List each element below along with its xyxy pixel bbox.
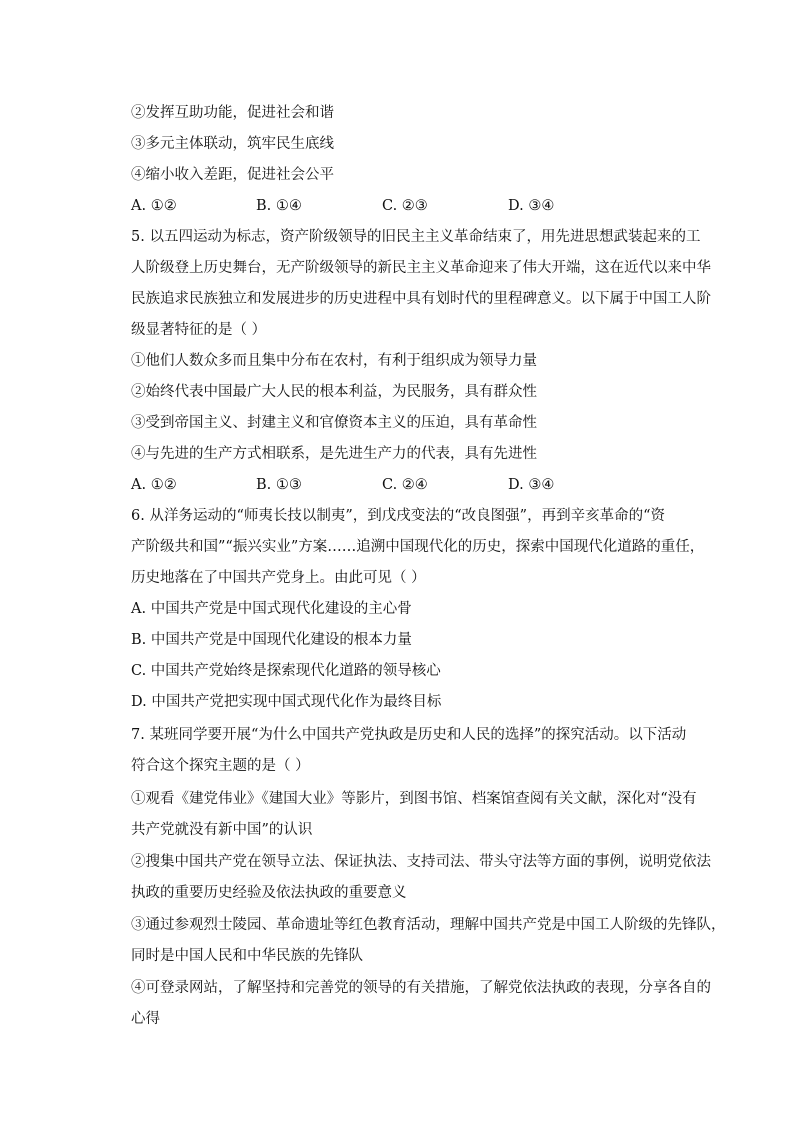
q5-stem-line-4: 级显著特征的是（ ） xyxy=(131,322,267,338)
q6-stem-line-3: 历史地落在了中国共产党身上。由此可见（ ） xyxy=(131,570,426,586)
q6-option-a: A. 中国共产党是中国式现代化建设的主心骨 xyxy=(131,601,412,617)
q5-option-a: A. ①② xyxy=(131,477,177,493)
q5-item-1: ①他们人数众多而且集中分布在农村，有利于组织成为领导力量 xyxy=(131,353,537,369)
q7-item-4-line-1: ④可登录网站，了解坚持和完善党的领导的有关措施，了解党依法执政的表现，分享各自的 xyxy=(131,980,711,996)
q7-item-1-line-2: 共产党就没有新中国”的认识 xyxy=(131,822,313,838)
q6-stem-line-1: 6. 从洋务运动的“师夷长技以制夷”，到戊戌变法的“改良图强”，再到辛亥革命的“资 xyxy=(131,508,666,524)
q7-stem-line-2: 符合这个探究主题的是（ ） xyxy=(131,758,310,774)
q7-item-1-line-1: ①观看《建党伟业》《建国大业》等影片，到图书馆、档案馆查阅有关文献，深化对“没有 xyxy=(131,791,697,807)
q5-item-3: ③受到帝国主义、封建主义和官僚资本主义的压迫，具有革命性 xyxy=(131,415,537,431)
q5-item-2: ②始终代表中国最广大人民的根本利益，为民服务，具有群众性 xyxy=(131,384,537,400)
q7-item-4-line-2: 心得 xyxy=(131,1011,160,1027)
q5-stem-line-1: 5. 以五四运动为标志，资产阶级领导的旧民主主义革命结束了，用先进思想武装起来的工 xyxy=(131,229,701,245)
q6-option-b: B. 中国共产党是中国现代化建设的根本力量 xyxy=(131,632,412,648)
q4-item-4: ④缩小收入差距，促进社会公平 xyxy=(131,167,334,183)
q5-stem-line-3: 民族追求民族独立和发展进步的历史进程中具有划时代的里程碑意义。以下属于中国工人阶 xyxy=(131,291,711,307)
q7-item-3-line-2: 同时是中国人民和中华民族的先锋队 xyxy=(131,948,363,964)
q7-item-2-line-1: ②搜集中国共产党在领导立法、保证执法、支持司法、带头守法等方面的事例，说明党依法 xyxy=(131,854,711,870)
q4-option-d: D. ③④ xyxy=(508,198,555,214)
q5-option-c: C. ②④ xyxy=(382,477,428,493)
q5-options xyxy=(131,475,711,495)
q4-option-a: A. ①② xyxy=(131,198,177,214)
q5-item-4: ④与先进的生产方式相联系，是先进生产力的代表，具有先进性 xyxy=(131,446,537,462)
q6-stem-line-2: 产阶级共和国”“振兴实业”方案……追溯中国现代化的历史，探索中国现代化道路的重任， xyxy=(131,539,705,555)
q5-option-d: D. ③④ xyxy=(508,477,555,493)
q4-option-b: B. ①④ xyxy=(256,198,302,214)
q5-stem-line-2: 人阶级登上历史舞台，无产阶级领导的新民主主义革命迎来了伟大开端，这在近代以来中华 xyxy=(131,260,711,276)
q4-option-c: C. ②③ xyxy=(382,198,428,214)
q4-item-3: ③多元主体联动，筑牢民生底线 xyxy=(131,136,334,152)
q4-item-2: ②发挥互助功能，促进社会和谐 xyxy=(131,105,334,121)
q7-stem-line-1: 7. 某班同学要开展“为什么中国共产党执政是历史和人民的选择”的探究活动。以下活动 xyxy=(131,727,687,743)
q7-item-2-line-2: 执政的重要历史经验及依法执政的重要意义 xyxy=(131,885,407,901)
q5-option-b: B. ①③ xyxy=(256,477,302,493)
q4-options xyxy=(131,196,711,216)
q6-option-c: C. 中国共产党始终是探索现代化道路的领导核心 xyxy=(131,663,441,679)
q7-item-3-line-1: ③通过参观烈士陵园、革命遗址等红色教育活动，理解中国共产党是中国工人阶级的先锋队， xyxy=(131,917,726,933)
q6-option-d: D. 中国共产党把实现中国式现代化作为最终目标 xyxy=(131,694,442,710)
